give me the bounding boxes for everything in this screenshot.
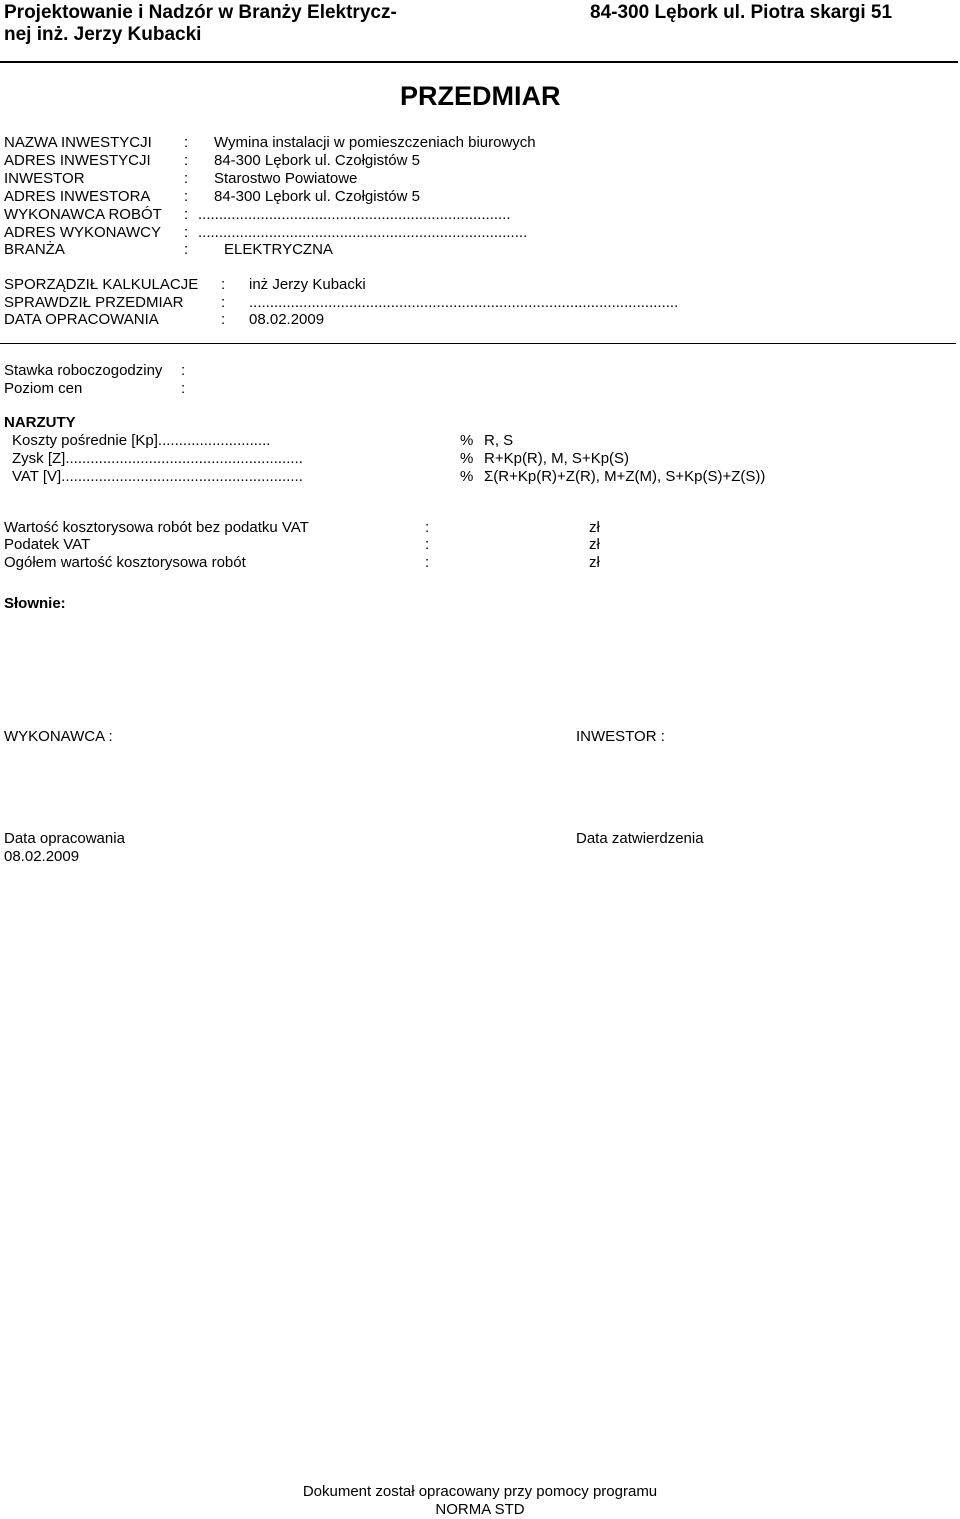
signature-wykonawca: WYKONAWCA : <box>4 728 113 745</box>
total-sep: : <box>425 536 430 553</box>
info-value-branza: ELEKTRYCZNA <box>224 241 333 258</box>
narzuty-heading: NARZUTY <box>4 414 76 431</box>
rate-sep: : <box>181 362 186 379</box>
section-divider <box>0 343 956 344</box>
total-unit: zł <box>589 554 600 571</box>
prepared-sep: : <box>221 276 226 293</box>
prepared-value-data: 08.02.2009 <box>249 311 325 328</box>
total-sep: : <box>425 554 430 571</box>
slownie-label: Słownie: <box>4 595 66 612</box>
info-value-wykonawca: ........................................................................... <box>198 206 511 223</box>
narzut-pct: % <box>460 468 474 485</box>
info-sep: : <box>184 241 189 258</box>
prepared-label-sporzadzil: SPORZĄDZIŁ KALKULACJE <box>4 276 199 293</box>
company-name-line1: Projektowanie i Nadzór w Branży Elektrycz- <box>4 2 397 23</box>
info-value-adres-inwestycji: 84-300 Lębork ul. Czołgistów 5 <box>214 152 420 169</box>
info-value-nazwa: Wymina instalacji w pomieszczeniach biurowych <box>214 134 536 151</box>
info-sep: : <box>184 188 189 205</box>
narzut-label-zysk: Zysk [Z]......................................................... <box>12 450 303 467</box>
info-label-adres-inwestora: ADRES INWESTORA <box>4 188 151 205</box>
total-label-vat: Podatek VAT <box>4 536 91 553</box>
narzut-pct: % <box>460 450 474 467</box>
total-unit: zł <box>589 536 600 553</box>
info-value-adres-inwestora: 84-300 Lębork ul. Czołgistów 5 <box>214 188 420 205</box>
narzut-label-vat: VAT [V].......................................................... <box>12 468 303 485</box>
info-sep: : <box>184 206 189 223</box>
prepared-label-data: DATA OPRACOWANIA <box>4 311 159 328</box>
prepared-value-sprawdzil: ....................................................................................................... <box>249 294 679 311</box>
document-title: PRZEDMIAR <box>400 81 561 111</box>
prepared-sep: : <box>221 311 226 328</box>
info-sep: : <box>184 152 189 169</box>
total-unit: zł <box>589 519 600 536</box>
total-sep: : <box>425 519 430 536</box>
rate-label-poziom: Poziom cen <box>4 380 83 397</box>
info-sep: : <box>184 134 189 151</box>
rate-label-stawka: Stawka roboczogodziny <box>4 362 163 379</box>
info-sep: : <box>184 224 189 241</box>
info-label-branza: BRANŻA <box>4 241 65 258</box>
total-label-netto: Wartość kosztorysowa robót bez podatku VAT <box>4 519 309 536</box>
info-value-inwestor: Starostwo Powiatowe <box>214 170 358 187</box>
footer-line2: NORMA STD <box>435 1501 525 1518</box>
narzut-basis-koszty: R, S <box>484 432 514 449</box>
info-label-nazwa: NAZWA INWESTYCJI <box>4 134 152 151</box>
signature-inwestor: INWESTOR : <box>576 728 665 745</box>
date-opracowania-label: Data opracowania <box>4 830 125 847</box>
prepared-sep: : <box>221 294 226 311</box>
footer-line1: Dokument został opracowany przy pomocy programu <box>302 1483 658 1500</box>
narzut-label-koszty: Koszty pośrednie [Kp]........................... <box>12 432 271 449</box>
company-name-line2: nej inż. Jerzy Kubacki <box>4 24 202 45</box>
date-opracowania-value: 08.02.2009 <box>4 848 80 865</box>
narzut-pct: % <box>460 432 474 449</box>
info-sep: : <box>184 170 189 187</box>
prepared-label-sprawdzil: SPRAWDZIŁ PRZEDMIAR <box>4 294 184 311</box>
company-address: 84-300 Lębork ul. Piotra skargi 51 <box>590 2 893 23</box>
narzut-basis-zysk: R+Kp(R), M, S+Kp(S) <box>484 450 630 467</box>
prepared-value-sporzadzil: inż Jerzy Kubacki <box>249 276 366 293</box>
info-label-adres-wykonawcy: ADRES WYKONAWCY <box>4 224 161 241</box>
rate-sep: : <box>181 380 186 397</box>
narzut-basis-vat: Σ(R+Kp(R)+Z(R), M+Z(M), S+Kp(S)+Z(S)) <box>484 468 766 485</box>
info-label-wykonawca: WYKONAWCA ROBÓT <box>4 206 162 223</box>
info-label-inwestor: INWESTOR <box>4 170 85 187</box>
header-divider <box>0 61 958 63</box>
info-value-adres-wykonawcy: ............................................................................... <box>198 224 528 241</box>
info-label-adres-inwestycji: ADRES INWESTYCJI <box>4 152 151 169</box>
date-zatwierdzenia-label: Data zatwierdzenia <box>576 830 704 847</box>
total-label-ogolem: Ogółem wartość kosztorysowa robót <box>4 554 246 571</box>
